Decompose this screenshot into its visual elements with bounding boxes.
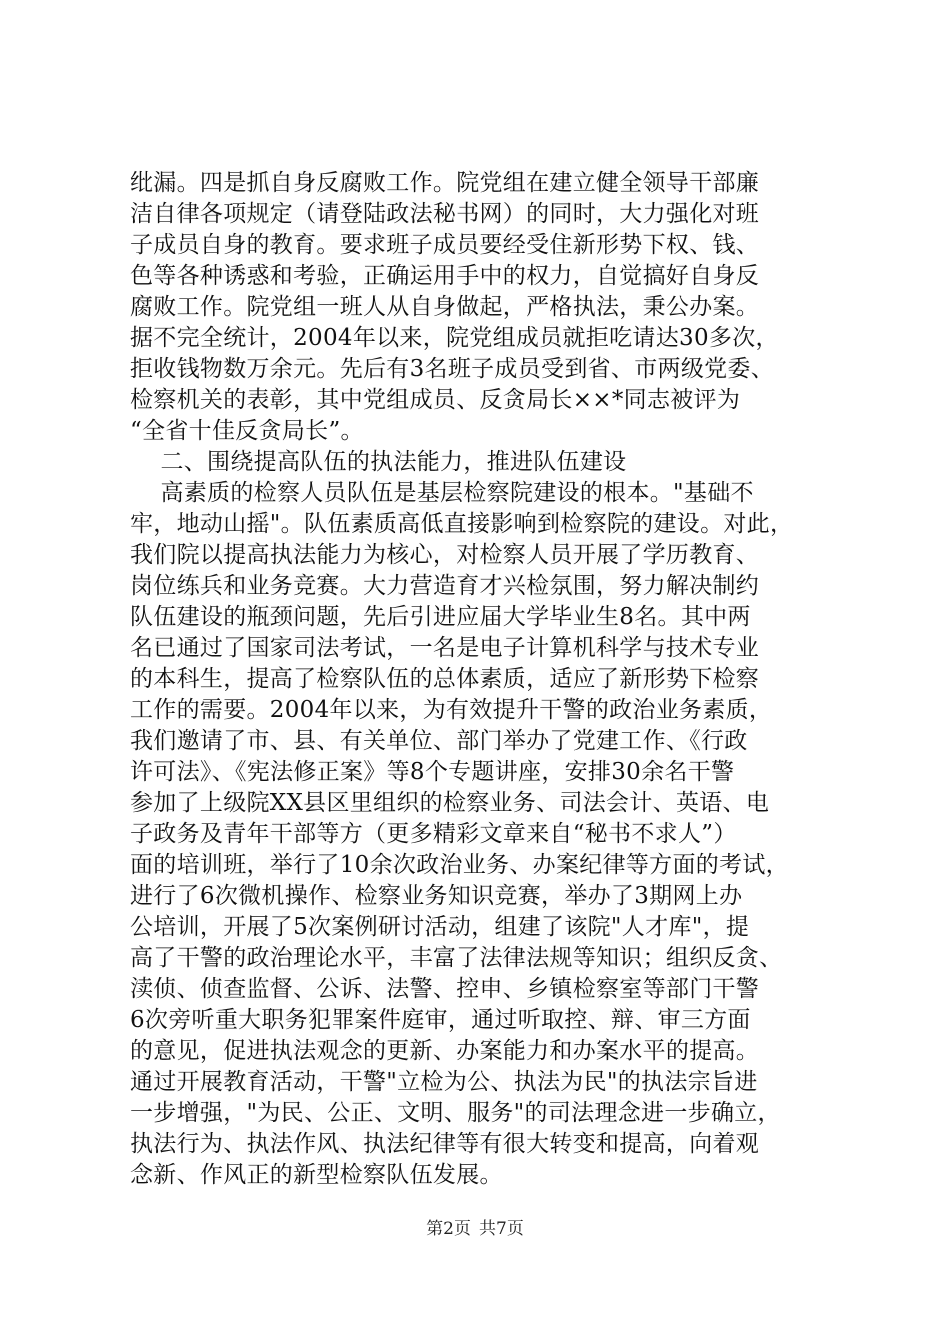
- text-line: 高素质的检察人员队伍是基层检察院建设的根本。"基础不: [130, 480, 754, 506]
- text-line: 检察机关的表彰，其中党组成员、反贪局长××*同志被评为: [130, 387, 741, 413]
- text-line: 子成员自身的教育。要求班子成员要经受住新形势下权、钱、: [130, 232, 760, 258]
- text-line: 名已通过了国家司法考试，一名是电子计算机科学与技术专业: [130, 635, 760, 661]
- text-line: 面的培训班，举行了10余次政治业务、办案纪律等方面的考试，: [130, 852, 789, 878]
- text-line: 参加了上级院XX县区里组织的检察业务、司法会计、英语、电: [130, 790, 770, 816]
- text-line: 我们院以提高执法能力为核心，对检察人员开展了学历教育、: [130, 542, 760, 568]
- text-line: 二、围绕提高队伍的执法能力，推进队伍建设: [130, 449, 627, 475]
- text-line: 6次旁听重大职务犯罪案件庭审，通过听取控、辩、审三方面: [130, 1007, 751, 1033]
- text-line: 渎侦、侦查监督、公诉、法警、控申、乡镇检察室等部门干警: [130, 976, 760, 1002]
- text-line: 一步增强，"为民、公正、文明、服务"的司法理念进一步确立，: [130, 1100, 781, 1126]
- text-line: “全省十佳反贪局长”。: [130, 418, 364, 444]
- text-line: 的本科生，提高了检察队伍的总体素质，适应了新形势下检察: [130, 666, 760, 692]
- text-line: 色等各种诱惑和考验，正确运用手中的权力，自觉搞好自身反: [130, 263, 760, 289]
- text-line: 据不完全统计，2004年以来，院党组成员就拒吃请达30多次，: [130, 325, 779, 351]
- page-footer: [0, 1218, 950, 1240]
- text-line: 进行了6次微机操作、检察业务知识竞赛，举办了3期网上办: [130, 883, 743, 909]
- body-text: [130, 168, 830, 1191]
- page-number: 第2页: [426, 1219, 471, 1239]
- text-line: 拒收钱物数万余元。先后有3名班子成员受到省、市两级党委、: [130, 356, 775, 382]
- page-total: 共7页: [479, 1219, 524, 1239]
- text-line: 牢，地动山摇"。队伍素质高低直接影响到检察院的建设。对此，: [130, 511, 794, 537]
- text-line: 通过开展教育活动，干警"立检为公、执法为民"的执法宗旨进: [130, 1069, 758, 1095]
- text-line: 洁自律各项规定（请登陆政法秘书网）的同时，大力强化对班: [130, 201, 760, 227]
- text-line: 许可法》、《宪法修正案》等8个专题讲座，安排30余名干警: [130, 759, 735, 785]
- text-line: 高了干警的政治理论水平，丰富了法律法规等知识；组织反贪、: [130, 945, 783, 971]
- text-line: 公培训，开展了5次案例研讨活动，组建了该院"人才库"，提: [130, 914, 750, 940]
- text-line: 岗位练兵和业务竞赛。大力营造育才兴检氛围，努力解决制约: [130, 573, 760, 599]
- text-line: 念新、作风正的新型检察队伍发展。: [130, 1162, 503, 1188]
- text-line: 子政务及青年干部等方（更多精彩文章来自“秘书不求人”）: [130, 821, 737, 847]
- text-line: 腐败工作。院党组一班人从自身做起，严格执法，秉公办案。: [130, 294, 760, 320]
- text-line: 队伍建设的瓶颈问题，先后引进应届大学毕业生8名。其中两: [130, 604, 751, 630]
- text-line: 执法行为、执法作风、执法纪律等有很大转变和提高，向着观: [130, 1131, 760, 1157]
- text-line: 工作的需要。2004年以来，为有效提升干警的政治业务素质，: [130, 697, 773, 723]
- text-line: 纰漏。四是抓自身反腐败工作。院党组在建立健全领导干部廉: [130, 170, 760, 196]
- text-line: 的意见，促进执法观念的更新、办案能力和办案水平的提高。: [130, 1038, 760, 1064]
- text-line: 我们邀请了市、县、有关单位、部门举办了党建工作、《行政: [130, 728, 748, 754]
